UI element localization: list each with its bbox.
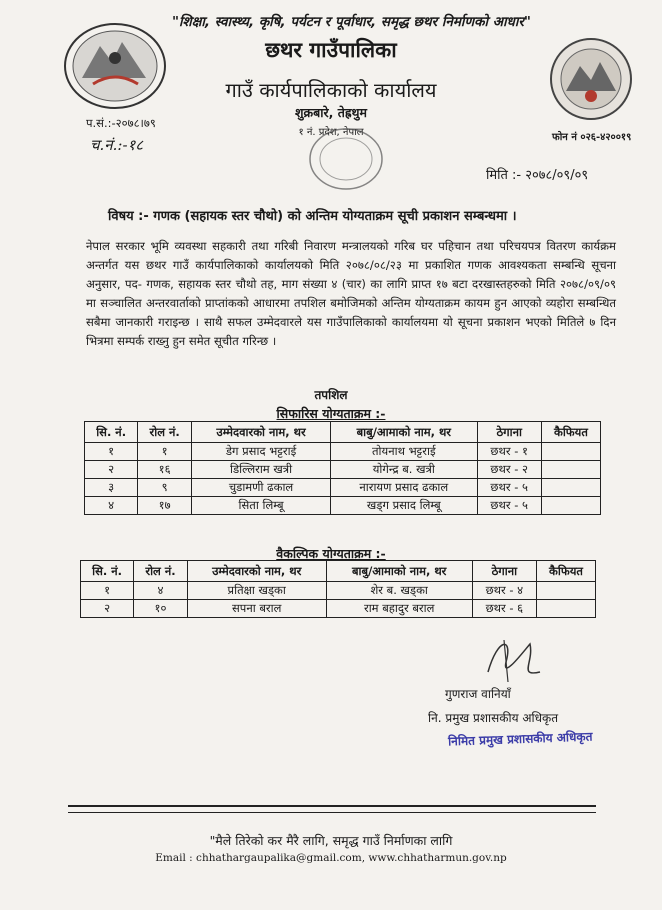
cell-remarks xyxy=(541,479,600,497)
municipality-name: छथर गाउँपालिका xyxy=(265,38,397,62)
recommended-list-title: सिफारिस योग्यताक्रम :- xyxy=(276,406,386,421)
cell-roll: १ xyxy=(138,443,192,461)
cell-parent: शेर ब. खड्का xyxy=(326,582,472,600)
cell-address: छथर - २ xyxy=(477,461,541,479)
table-header-row xyxy=(85,422,601,443)
slogan: "शिक्षा, स्वास्थ्य, कृषि, पर्यटन र पूर्वाधार, समृद्ध छथर निर्माणको आधार" xyxy=(172,14,531,30)
col-roll: रोल नं. xyxy=(138,422,192,443)
cell-candidate: चुडामणी ढकाल xyxy=(192,479,331,497)
footer-divider-thin xyxy=(68,812,596,813)
table-row xyxy=(85,443,601,461)
col-address: ठेगाना xyxy=(472,561,536,582)
chalani-number: च.नं.:-१८ xyxy=(90,136,144,154)
cell-parent: खड्ग प्रसाद लिम्बू xyxy=(331,497,477,515)
col-sn: सि. नं. xyxy=(81,561,134,582)
cell-candidate: सपना बराल xyxy=(187,600,326,618)
table-row xyxy=(85,461,601,479)
col-remarks: कैफियत xyxy=(541,422,600,443)
cell-candidate: डिल्लिराम खत्री xyxy=(192,461,331,479)
subject-line: विषय :- गणक (सहायक स्तर चौथो) को अन्तिम योग्यताक्रम सूची प्रकाशन सम्बन्धमा । xyxy=(108,209,517,224)
col-candidate: उम्मेदवारको नाम, थर xyxy=(187,561,326,582)
col-parent: बाबु/आमाको नाम, थर xyxy=(331,422,477,443)
cell-candidate: प्रतिक्षा खड्का xyxy=(187,582,326,600)
body-paragraph: नेपाल सरकार भूमि व्यवस्था सहकारी तथा गरिबी निवारण मन्त्रालयको गरिब घर पहिचान तथा परिचयपत्र वितरण कार्यक्रम अन्तर्गत यस छथर गाउँ कार्यपालिकाको कार्यालयको मिति २०७८/०८/२३ मा प्रकाशित गणक आवश्यकता सम्बन्धि सूचना अनुसार, पद- गणक, सहायक स्तर चौथो तह, माग संख्या ४ (चार) का लागि प्राप्त १७ बटा दरखास्तहरुको मिति २०७८/०९/०९ मा सञ्चालित अन्तरवार्ताको प्राप्तांकको आधारमा तपशिल बमोजिमको अन्तिम योग्यताक्रम कायम हुन आएको व्यहोरा सम्बन्धित सबैमा जानकारी गराइन्छ । साथै सफल उम्मेदवारले यस गाउँपालिकाको कार्यालयमा यो सूचना प्रकाशन भएको मितिले ७ दिन भित्रमा सम्पर्क राख्नु हुन समेत सूचीत गरिन्छ । xyxy=(86,239,616,348)
cell-address: छथर - १ xyxy=(477,443,541,461)
col-remarks: कैफियत xyxy=(536,561,595,582)
signatory-name: गुणराज वानियाँ xyxy=(445,687,511,701)
cell-parent: तोयनाथ भट्टराई xyxy=(331,443,477,461)
cell-remarks xyxy=(536,600,595,618)
cell-remarks xyxy=(541,443,600,461)
cell-address: छथर - ६ xyxy=(472,600,536,618)
cell-sn: ४ xyxy=(85,497,138,515)
cell-sn: २ xyxy=(85,461,138,479)
cell-remarks xyxy=(536,582,595,600)
details-heading: तपशिल xyxy=(314,388,348,402)
footer-divider xyxy=(68,805,596,807)
table-row xyxy=(81,600,596,618)
cell-roll: १७ xyxy=(138,497,192,515)
province: १ नं. प्रदेश, नेपाल xyxy=(298,127,364,138)
cell-sn: १ xyxy=(85,443,138,461)
office-stamp xyxy=(306,126,386,192)
alternate-table xyxy=(80,560,596,618)
cell-sn: १ xyxy=(81,582,134,600)
recommended-table xyxy=(84,421,601,515)
cell-roll: ९ xyxy=(138,479,192,497)
cell-address: छथर - ५ xyxy=(477,497,541,515)
col-candidate: उम्मेदवारको नाम, थर xyxy=(192,422,331,443)
cell-parent: नारायण प्रसाद ढकाल xyxy=(331,479,477,497)
cell-roll: १६ xyxy=(138,461,192,479)
cell-address: छथर - ५ xyxy=(477,479,541,497)
alternate-list-title: वैकल्पिक योग्यताक्रम :- xyxy=(276,546,386,561)
cell-roll: १० xyxy=(134,600,188,618)
cell-remarks xyxy=(541,497,600,515)
table-row xyxy=(85,497,601,515)
cell-roll: ४ xyxy=(134,582,188,600)
reference-number: प.सं.:-२०७८।७९ xyxy=(86,116,156,130)
office-name: गाउँ कार्यपालिकाको कार्यालय xyxy=(225,78,437,102)
address: शुक्रबारे, तेह्रथुम xyxy=(295,105,367,120)
footer-contact: Email : chhathargaupalika@gmail.com, www.chhatharmun.gov.np xyxy=(155,852,507,864)
cell-remarks xyxy=(541,461,600,479)
table-header-row xyxy=(81,561,596,582)
cell-sn: ३ xyxy=(85,479,138,497)
handwritten-signature xyxy=(478,632,548,688)
cell-parent: राम बहादुर बराल xyxy=(326,600,472,618)
col-address: ठेगाना xyxy=(477,422,541,443)
cell-candidate: सिता लिम्बू xyxy=(192,497,331,515)
cell-sn: २ xyxy=(81,600,134,618)
designation-stamp: निमित प्रमुख प्रशासकीय अधिकृत xyxy=(447,729,593,749)
signatory-designation: नि. प्रमुख प्रशासकीय अधिकृत xyxy=(428,711,559,725)
col-sn: सि. नं. xyxy=(85,422,138,443)
table-row xyxy=(85,479,601,497)
table-row xyxy=(81,582,596,600)
cell-address: छथर - ४ xyxy=(472,582,536,600)
col-parent: बाबु/आमाको नाम, थर xyxy=(326,561,472,582)
cell-parent: योगेन्द्र ब. खत्री xyxy=(331,461,477,479)
footer-motto: "मैले तिरेको कर मैरै लागि, समृद्ध गाउँ निर्माणका लागि xyxy=(209,833,453,848)
phone-number: फोन नं ०२६-४२००१९ xyxy=(552,132,632,143)
letter-date: मिति :- २०७८/०९/०९ xyxy=(486,168,589,183)
col-roll: रोल नं. xyxy=(134,561,188,582)
cell-candidate: डेग प्रसाद भट्टराई xyxy=(192,443,331,461)
